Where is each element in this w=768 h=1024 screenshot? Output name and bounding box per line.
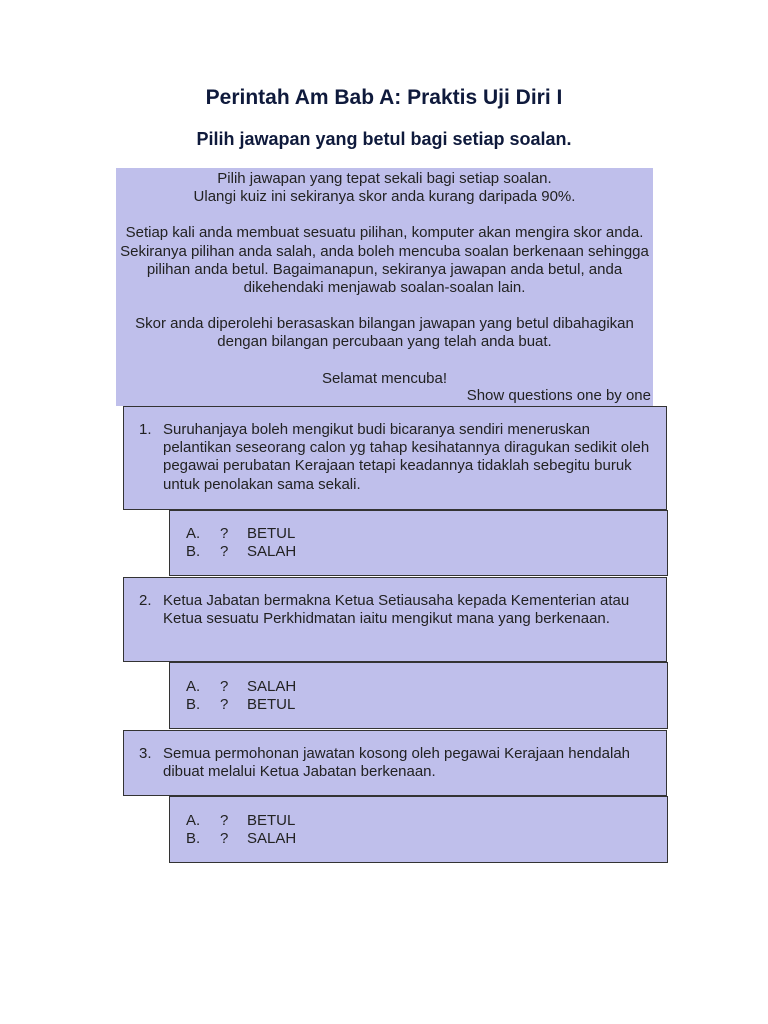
option-label: BETUL — [247, 696, 296, 713]
option-label: SALAH — [247, 678, 297, 695]
option-marker: ? — [220, 830, 229, 847]
option-letter: B. — [186, 543, 201, 560]
instructions-closing: Selamat mencuba! — [321, 369, 448, 387]
question-text: Suruhanjaya boleh mengikut budi bicaranya sendiri meneruskan pelantikan seseorang calon yg tahap kesihatannya diragukan sedikit oleh pegawai perubatan Kerajaan tetapi keadannya tidaklah sebegitu buruk untuk penolakan sama sekali. — [163, 421, 650, 493]
option-letter: A. — [186, 678, 201, 695]
question-number: 1. — [139, 421, 152, 438]
option-label: SALAH — [247, 830, 297, 847]
question-2-box — [123, 577, 667, 662]
option-label: BETUL — [247, 525, 296, 542]
option-marker: ? — [220, 678, 229, 695]
option-letter: B. — [186, 696, 201, 713]
question-2-options — [169, 662, 668, 729]
page-title: Perintah Am Bab A: Praktis Uji Diri I — [205, 86, 563, 109]
question-3-options — [169, 796, 668, 863]
instructions-panel — [116, 168, 653, 406]
option-letter: A. — [186, 812, 201, 829]
instructions-line-2: Ulangi kuiz ini sekiranya skor anda kurang daripada 90%. — [193, 188, 576, 206]
page-subtitle: Pilih jawapan yang betul bagi setiap soalan. — [196, 129, 572, 149]
option-label: BETUL — [247, 812, 296, 829]
show-questions-one-by-one-link[interactable]: Show questions one by one — [466, 387, 651, 404]
option-marker: ? — [220, 543, 229, 560]
question-text: Semua permohonan jawatan kosong oleh pegawai Kerajaan hendalah dibuat melalui Ketua Jabatan berkenaan. — [163, 745, 631, 781]
option-letter: A. — [186, 525, 201, 542]
option-label: SALAH — [247, 543, 297, 560]
question-1-options — [169, 510, 668, 576]
instructions-score-paragraph: Skor anda diperolehi berasaskan bilangan jawapan yang betul dibahagikan dengan bilangan percubaan yang telah anda buat. — [135, 315, 634, 351]
option-marker: ? — [220, 525, 229, 542]
option-marker: ? — [220, 812, 229, 829]
question-number: 2. — [139, 592, 152, 609]
option-letter: B. — [186, 830, 201, 847]
question-1-box — [123, 406, 667, 510]
instructions-scoring-paragraph: Setiap kali anda membuat sesuatu pilihan, komputer akan mengira skor anda. Sekiranya pilihan anda salah, anda boleh mencuba soalan berkenaan sehingga pilihan anda betul. Bagaimanapun, sekiranya jawapan anda betul, anda dikehendaki menjawab soalan-soalan lain. — [120, 224, 649, 297]
question-3-box — [123, 730, 667, 796]
question-text: Ketua Jabatan bermakna Ketua Setiausaha kepada Kementerian atau Ketua sesuatu Perkhidmatan iaitu mengikut mana yang berkenaan. — [163, 592, 630, 628]
option-marker: ? — [220, 696, 229, 713]
instructions-line-1: Pilih jawapan yang tepat sekali bagi setiap soalan. — [217, 170, 552, 187]
question-number: 3. — [139, 745, 152, 762]
